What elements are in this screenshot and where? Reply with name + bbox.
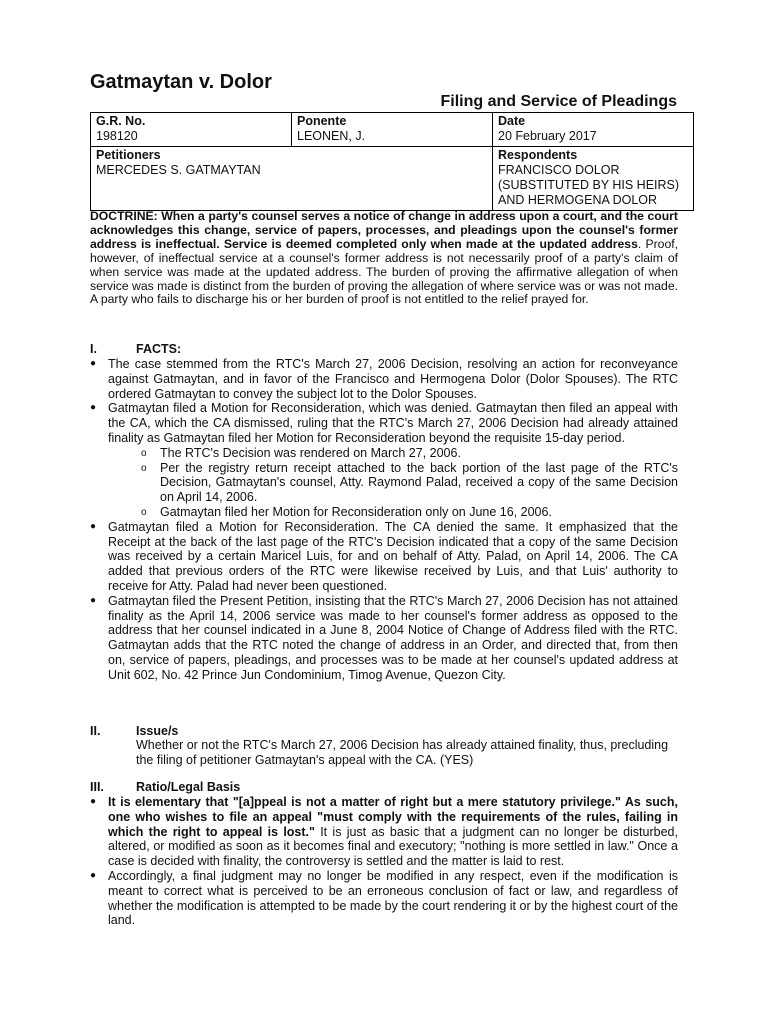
facts-bullet-1: ● The case stemmed from the RTC's March 27, 2006 Decision, resolving an action for reconveyance against Gatmaytan, and in favor of the Francisco and Hermogena Dolor (Dolor Spouses). The RTC ordered Gatmaytan to convey the subject lot to the Dolor Spouses. xyxy=(90,357,678,401)
ratio-bullet-2: ● Accordingly, a final judgment may no longer be modified in any respect, even if the modification is meant to correct what is perceived to be an erroneous conclusion of fact or law, and regardless of whether the modification is attempted to be made by the court rendering it or by the highest court of the land. xyxy=(90,869,678,928)
gr-label: G.R. No. xyxy=(96,114,146,128)
gr-cell xyxy=(91,113,292,147)
facts-subitem-3: o Gatmaytan filed her Motion for Reconsideration only on June 16, 2006. xyxy=(108,505,678,520)
case-info-table xyxy=(90,112,694,211)
respondents-cell xyxy=(493,147,694,211)
respondents-label: Respondents xyxy=(498,148,578,162)
petitioners-cell xyxy=(91,147,493,211)
issues-heading xyxy=(90,724,178,738)
facts-subitem-2: o Per the registry return receipt attached to the back portion of the last page of the RTC's Decision, Gatmaytan's counsel, Atty. Raymond Palad, received a copy of the same Decision on April 14, 2006. xyxy=(108,461,678,505)
date-label: Date xyxy=(498,114,526,128)
case-title: Gatmaytan v. Dolor xyxy=(90,71,272,93)
doctrine-normal-text: . Proof, however, of ineffectual service at a counsel's former address is not necessarily proof of a party's claim of when service was made at the updated address. The burden of proving the affirmative allegation of when service was made is distinct from the burden of proving the allegation of where service was or was not made. A party who fails to discharge his or her burden of proof is not entitled to the relief prayed for. xyxy=(90,236,678,307)
petitioners-value: MERCEDES S. GATMAYTAN xyxy=(96,163,261,177)
facts-list xyxy=(90,357,678,683)
ratio-bullet-1-normal: It is just as basic that a judgment can no longer be disturbed, altered, or modified as soon as it becomes final and executory; "nothing is more settled in law." Once a case is decided with finality, the controversy is settled and the matter is laid to rest. xyxy=(108,824,678,869)
doctrine-bold-text: DOCTRINE: When a party's counsel serves a notice of change in address upon a court, and the court acknowledges this change, service of papers, processes, and pleadings upon the counsel's former address is ineffectual. Service is deemed completed only when made at the updated address xyxy=(90,209,678,251)
doctrine-paragraph xyxy=(90,210,678,307)
facts-number: I. xyxy=(90,342,97,356)
case-info-row xyxy=(91,147,694,211)
facts-bullet-2 xyxy=(90,401,678,519)
facts-heading-text: FACTS: xyxy=(136,342,182,356)
facts-subitem-1: o The RTC's Decision was rendered on March 27, 2006. xyxy=(108,446,678,461)
issue-text: Whether or not the RTC's March 27, 2006 Decision has already attained finality, thus, precluding the filing of petitioner Gatmaytan's appeal with the CA. (YES) xyxy=(136,738,669,767)
facts-bullet-3: ● Gatmaytan filed a Motion for Reconsideration. The CA denied the same. It emphasized that the Receipt at the back of the last page of the RTC's Decision indicated that a copy of the same Decision was received by a certain Maricel Luis, for and on behalf of Atty. Palad, on April 14, 2006. The CA added that previous orders of the RTC were likewise received by Luis, and that Luis' authority to receive for Atty. Palad had never been questioned. xyxy=(90,520,678,594)
ratio-number: III. xyxy=(90,780,104,794)
ratio-heading xyxy=(90,780,240,794)
case-subtitle: Filing and Service of Pleadings xyxy=(440,93,677,110)
facts-heading xyxy=(90,342,181,356)
petitioners-label: Petitioners xyxy=(96,148,161,162)
gr-value: 198120 xyxy=(96,129,138,143)
ratio-bullet-1 xyxy=(90,795,678,869)
ratio-heading-text: Ratio/Legal Basis xyxy=(136,780,241,794)
ponente-cell xyxy=(292,113,493,147)
issues-heading-text: Issue/s xyxy=(136,724,179,738)
date-value: 20 February 2017 xyxy=(498,129,597,143)
ratio-bullet-1-bold: It is elementary that "[a]ppeal is not a matter of right but a mere statutory privilege." As such, one who wishes to file an appeal "must comply with the requirements of the rules, failing in which the right to appeal is lost." xyxy=(108,795,678,839)
facts-bullet-2-text: Gatmaytan filed a Motion for Reconsideration, which was denied. Gatmaytan then filed an appeal with the CA, which the CA dismissed, ruling that the RTC's March 27, 2006 Decision had already attained finality as Gatmaytan filed her Motion for Reconsideration beyond the requisite 15-day period. xyxy=(108,401,678,445)
ponente-label: Ponente xyxy=(297,114,347,128)
facts-sublist xyxy=(108,446,678,520)
respondents-value: FRANCISCO DOLOR (SUBSTITUTED BY HIS HEIRS) AND HERMOGENA DOLOR xyxy=(498,163,680,207)
date-cell xyxy=(493,113,694,147)
issues-number: II. xyxy=(90,724,101,738)
ratio-list xyxy=(90,795,678,928)
facts-bullet-4: ● Gatmaytan filed the Present Petition, insisting that the RTC's March 27, 2006 Decision has not attained finality as the April 14, 2006 service was made to her counsel's former address as opposed to the address that her counsel indicated in a June 8, 2004 Notice of Change of Address filed with the RTC. Gatmaytan adds that the RTC noted the change of address in an Order, and directed that, from then on, service of papers, pleadings, and processes was to be made at her counsel's updated address at Unit 602, No. 42 Prince Jun Condominium, Timog Avenue, Quezon City. xyxy=(90,594,678,683)
ponente-value: LEONEN, J. xyxy=(297,129,366,143)
case-info-row xyxy=(91,113,694,147)
